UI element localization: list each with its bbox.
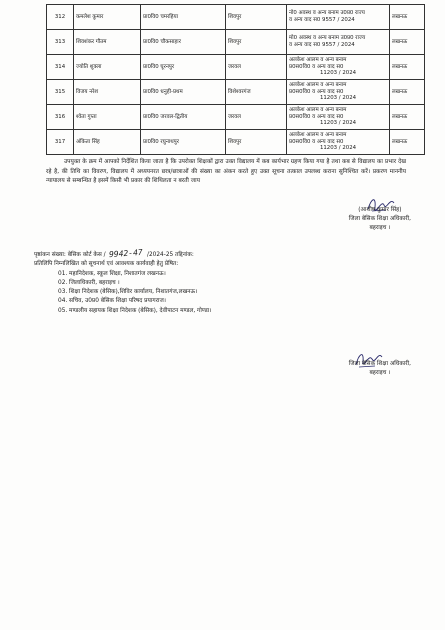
serial-cell: 316 bbox=[47, 105, 74, 130]
case-line: नो0 अवस्थ व अन्य बनाम उ0प्र0 राज्य bbox=[289, 10, 365, 17]
copy-intro: प्रतिलिपि निम्नलिखित को सूचनार्थ एवं आवश्यक कार्यवाही हेतु प्रेषित: bbox=[34, 261, 179, 268]
reference-number: 9942-47 bbox=[109, 247, 144, 260]
table-row bbox=[47, 105, 425, 130]
list-item: 05. मण्डलीय सहायक शिक्षा निदेशक (बेसिक), देवीपाटन मण्डल, गोण्डा। bbox=[58, 307, 212, 314]
case-cell bbox=[287, 30, 390, 55]
officer-place: बहराइच । bbox=[369, 225, 391, 231]
case-line: प्र0स0वि0 व अन्य वाद स0 bbox=[289, 63, 344, 70]
serial-cell: 312 bbox=[47, 5, 74, 30]
district-cell: लखनऊ bbox=[390, 55, 425, 80]
block-cell: जरवल bbox=[226, 55, 287, 80]
block-cell: शिवपुर bbox=[226, 130, 287, 155]
serial-cell: 314 bbox=[47, 55, 74, 80]
case-cell bbox=[287, 5, 390, 30]
signature-block-2 bbox=[349, 360, 411, 378]
case-line: 11203 / 2024 bbox=[319, 120, 357, 127]
reference-suffix: /2024-25 तद्दिनांक: bbox=[147, 252, 194, 258]
case-line: 11203 / 2024 bbox=[319, 95, 357, 102]
case-cell bbox=[287, 80, 390, 105]
name-cell: कमलेश कुमार bbox=[74, 5, 141, 30]
school-cell: प्रा0वि0 रघुनाथपुर bbox=[141, 130, 226, 155]
table-row bbox=[47, 80, 425, 105]
name-cell: विजय नरेश bbox=[74, 80, 141, 105]
case-line: 11203 / 2024 bbox=[319, 145, 357, 152]
serial-cell: 315 bbox=[47, 80, 74, 105]
name-cell: श्वेता गुप्ता bbox=[74, 105, 141, 130]
serial-cell: 317 bbox=[47, 130, 74, 155]
school-cell: प्रा0वि0 चौकसाहार bbox=[141, 30, 226, 55]
district-cell: लखनऊ bbox=[390, 80, 425, 105]
school-cell: प्रा0वि0 घूरनपुर bbox=[141, 55, 226, 80]
instruction-paragraph: उपयुक्त के क्रम में आपको निर्देशित किया जाता है कि उपरोक्त शिक्षकों द्वारा उक्त विद्यालय में कब कार्यभार ग्रहण किया गया है तथा कब से विद्यालय का प्रभार देख रहे है, की तिथि का विवरण, विद्यालय में अध्ययनरत छात्र/छात्राओं की संख्या का अंकन करते हुए उक्त सूचना तत्काल उपलब्ध कराना सुनिश्चित करें। प्रकरण माननीय न्यायालय से सम्बन्धित है इसमें किसी भी प्रकार की शिथिलता न बरती जाय bbox=[46, 159, 406, 185]
list-item: 02. जिलाधिकारी, बहराइच । bbox=[58, 279, 120, 286]
table-row bbox=[47, 55, 425, 80]
block-cell: शिवपुर bbox=[226, 5, 287, 30]
officer-title: जिला बेसिक शिक्षा अधिकारी, bbox=[348, 216, 411, 222]
officer-name: (आशीष कुमार सिंह) bbox=[358, 207, 402, 213]
list-item: 04. सचिव, उ0प्र0 बेसिक शिक्षा परिषद प्रयागराज। bbox=[58, 298, 166, 305]
school-cell: प्रा0वि0 चमरहिया bbox=[141, 5, 226, 30]
case-cell bbox=[287, 130, 390, 155]
name-cell: शिवशंकर गौतम bbox=[74, 30, 141, 55]
block-cell: जरवल bbox=[226, 105, 287, 130]
name-cell: ज्योति शुक्ला bbox=[74, 55, 141, 80]
case-line: अलकेश आलम व अन्य बनाम bbox=[289, 56, 347, 63]
copy-list bbox=[34, 270, 274, 316]
district-cell: लखनऊ bbox=[390, 5, 425, 30]
officer-title: जिला बेसिक शिक्षा अधिकारी, bbox=[348, 361, 411, 367]
table-row bbox=[47, 30, 425, 55]
reference-prefix: पृष्ठांकन संख्या: बेसिक कोर्ट केस / bbox=[34, 252, 106, 258]
list-item: 01. महानिदेशक, स्कूल शिक्षा, निशातगंज लखनऊ। bbox=[58, 270, 166, 277]
case-line: व अन्य वाद स0 9557 / 2024 bbox=[289, 42, 355, 48]
reference-line bbox=[34, 249, 274, 260]
district-cell: लखनऊ bbox=[390, 105, 425, 130]
case-cell bbox=[287, 105, 390, 130]
officer-place: बहराइच । bbox=[369, 370, 391, 376]
case-line: अलकेश आलम व अन्य बनाम bbox=[289, 131, 347, 138]
district-cell: लखनऊ bbox=[390, 130, 425, 155]
case-cell bbox=[287, 55, 390, 80]
signature-block-1 bbox=[349, 206, 411, 233]
case-line: प्र0स0वि0 व अन्य वाद स0 bbox=[289, 138, 344, 145]
school-cell: प्रा0वि0 धनुही-प्रथम bbox=[141, 80, 226, 105]
teacher-table-body bbox=[47, 5, 425, 155]
block-cell: शिवपुर bbox=[226, 30, 287, 55]
table-row bbox=[47, 130, 425, 155]
case-line: 11203 / 2024 bbox=[319, 70, 357, 77]
case-line: व अन्य वाद स0 9557 / 2024 bbox=[289, 17, 355, 23]
serial-cell: 313 bbox=[47, 30, 74, 55]
table-row bbox=[47, 5, 425, 30]
teacher-table bbox=[46, 4, 425, 155]
list-item: 03. शिक्षा निदेशक (बेसिक),शिविर कार्यालय, निशातगंज,लखनऊ। bbox=[58, 289, 198, 296]
case-line: अलकेश आलम व अन्य बनाम bbox=[289, 106, 347, 113]
endorsement-section bbox=[34, 249, 274, 316]
case-line: प्र0स0वि0 व अन्य वाद स0 bbox=[289, 88, 344, 95]
name-cell: अंकिता सिंह bbox=[74, 130, 141, 155]
district-cell: लखनऊ bbox=[390, 30, 425, 55]
case-line: मो0 अवस्थ व अन्य बनाम उ0प्र0 राज्य bbox=[289, 35, 366, 42]
case-line: प्र0स0वि0 व अन्य वाद स0 bbox=[289, 113, 344, 120]
case-line: अलकेश आलम व अन्य बनाम bbox=[289, 81, 347, 88]
block-cell: विशेश्वरगंज bbox=[226, 80, 287, 105]
school-cell: प्रा0वि0 जरवल-द्वितीय bbox=[141, 105, 226, 130]
